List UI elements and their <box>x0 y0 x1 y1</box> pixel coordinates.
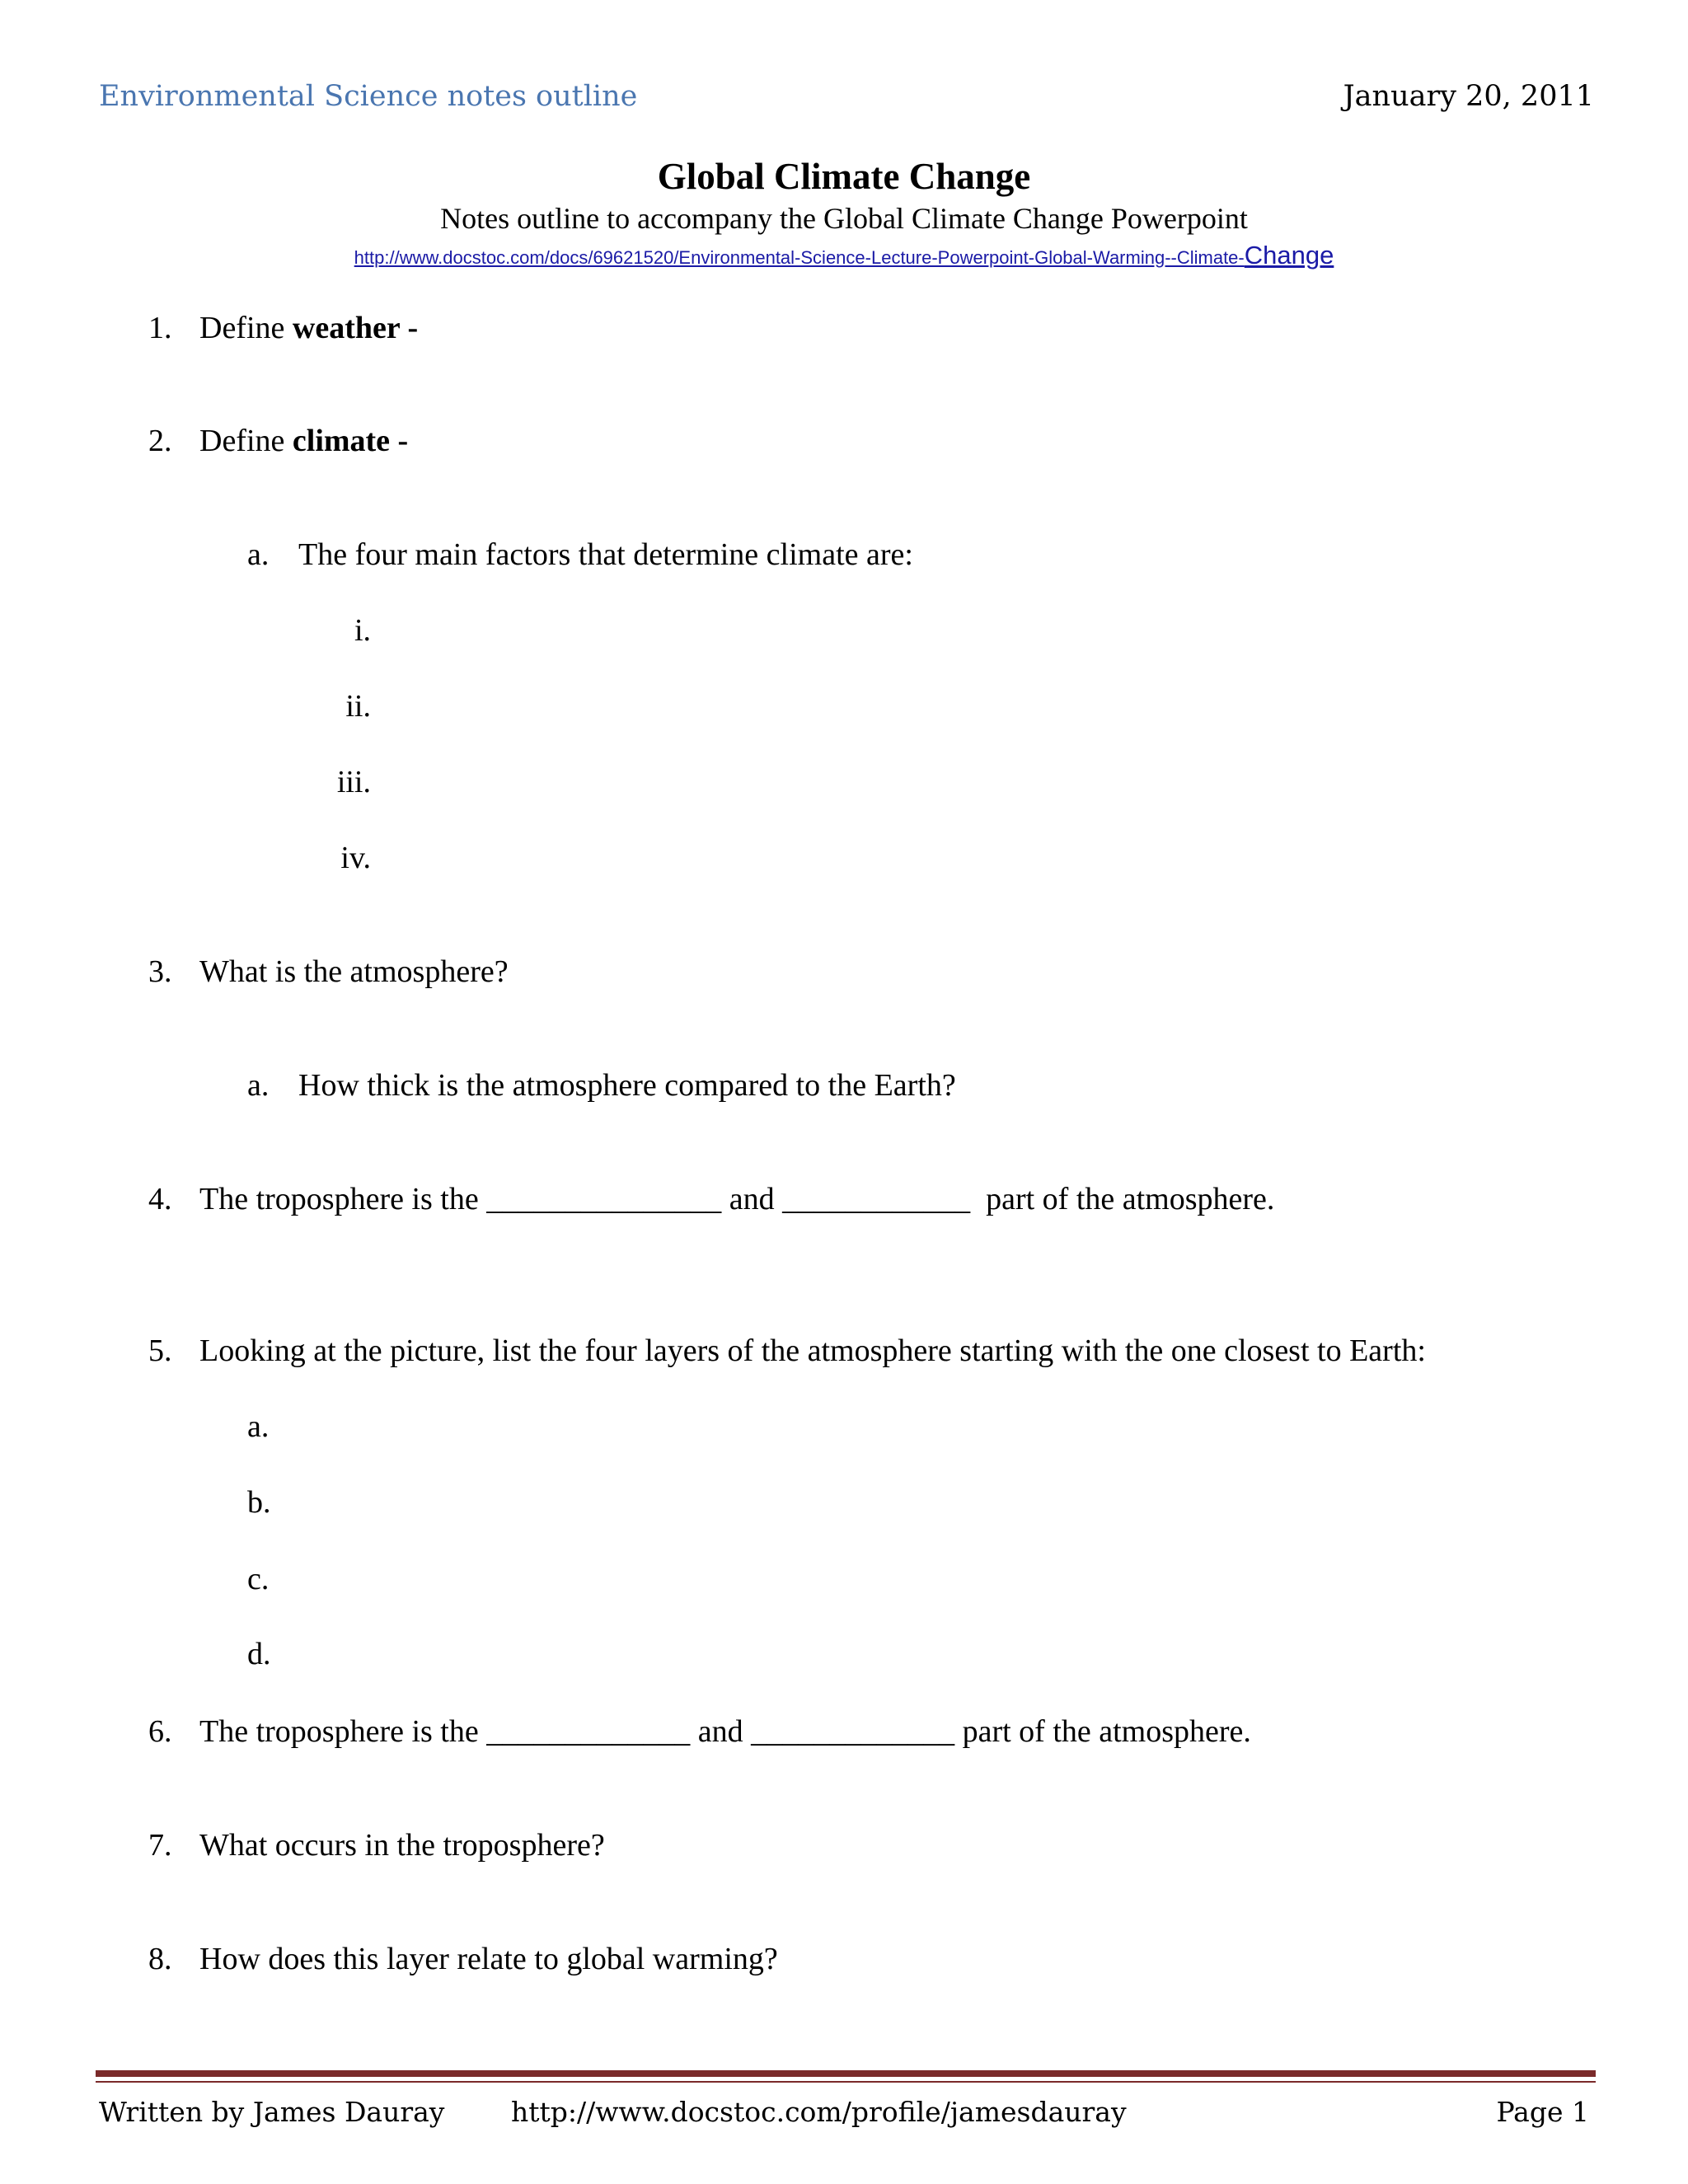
header-left-title: Environmental Science notes outline <box>99 80 638 113</box>
q1-prefix: Define <box>199 311 293 345</box>
q5-letter-c: c. <box>247 1562 270 1596</box>
q2a-letter: a. <box>247 537 270 572</box>
q1-text <box>199 310 418 346</box>
q2-text <box>199 423 408 459</box>
source-link[interactable] <box>0 241 1688 270</box>
q2a-text: The four main factors that determine climate are: <box>298 537 913 572</box>
page-subtitle: Notes outline to accompany the Global Climate Change Powerpoint <box>440 202 1248 235</box>
header-date: January 20, 2011 <box>1343 80 1594 113</box>
q1-term: weather - <box>292 311 419 345</box>
source-link-tail[interactable]: Change <box>1244 241 1334 269</box>
page-title: Global Climate Change <box>657 156 1031 197</box>
q6-number: 6. <box>148 1714 172 1749</box>
source-link-main[interactable]: http://www.docstoc.com/docs/69621520/Environmental-Science-Lecture-Powerpoint-Global-Warming--Climate- <box>354 247 1245 268</box>
q5-number: 5. <box>148 1333 172 1368</box>
q8-text: How does this layer relate to global warming? <box>199 1942 778 1976</box>
q3a-letter: a. <box>247 1068 270 1103</box>
q7-text: What occurs in the troposphere? <box>199 1828 605 1863</box>
footer-profile-url: http://www.docstoc.com/profile/jamesdauray <box>511 2096 1127 2128</box>
q2-number: 2. <box>148 424 172 458</box>
q4-number: 4. <box>148 1182 172 1216</box>
q8-number: 8. <box>148 1942 172 1976</box>
q5-letter-b: b. <box>247 1485 271 1520</box>
q3-number: 3. <box>148 954 172 989</box>
q5-text: Looking at the picture, list the four layers of the atmosphere starting with the one closest to Earth: <box>199 1333 1426 1368</box>
footer-rule-thick <box>96 2070 1596 2077</box>
roman-item-4: iv. <box>340 841 371 875</box>
roman-item-2: ii. <box>345 689 371 724</box>
q3a-text: How thick is the atmosphere compared to the Earth? <box>298 1068 956 1103</box>
footer-page-number: Page 1 <box>1496 2096 1589 2128</box>
q3-text: What is the atmosphere? <box>199 954 509 989</box>
q6-text: The troposphere is the _____________ and _____________ part of the atmosphere. <box>199 1714 1251 1749</box>
q4-text: The troposphere is the _______________ and ____________ part of the atmosphere. <box>199 1182 1275 1216</box>
footer-rule-thin <box>96 2081 1596 2083</box>
roman-item-1: i. <box>354 613 371 648</box>
q1-number: 1. <box>148 311 172 345</box>
q2-prefix: Define <box>199 424 293 458</box>
q2-term: climate - <box>292 424 409 458</box>
q5-letter-a: a. <box>247 1409 270 1444</box>
roman-item-3: iii. <box>336 765 371 799</box>
footer-author: Written by James Dauray <box>99 2096 445 2128</box>
q5-letter-d: d. <box>247 1637 271 1671</box>
q7-number: 7. <box>148 1828 172 1863</box>
